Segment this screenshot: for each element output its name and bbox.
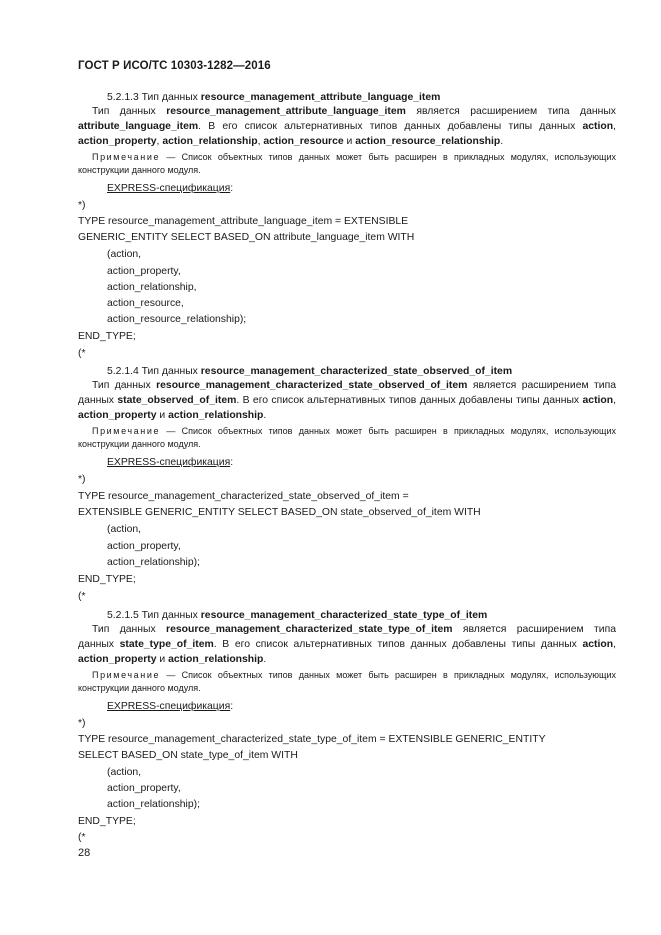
code-comment-close: (*	[78, 348, 86, 359]
code-line: GENERIC_ENTITY SELECT BASED_ON attribute_language_item WITH	[78, 232, 415, 243]
code-line: EXTENSIBLE GENERIC_ENTITY SELECT BASED_ON state_observed_of_item WITH	[78, 507, 481, 518]
code-item: action_relationship);	[107, 557, 200, 568]
code-item: action_resource,	[107, 298, 184, 309]
code-line: TYPE resource_management_attribute_language_item = EXTENSIBLE	[78, 216, 409, 227]
express-spec-label: EXPRESS-спецификация:	[107, 183, 234, 194]
code-item: action_resource_relationship);	[107, 314, 247, 325]
section-note: Примечание — Список объектных типов данных может быть расширен в прикладных модулях, использующих конструкции данного модуля.	[78, 152, 616, 175]
code-item: (action,	[107, 767, 142, 778]
section-description: Тип данных resource_management_attribute_language_item является расширением типа данных attribute_language_item. В его список альтернативных типов данных добавлены типы данных action, action_property, action_relationship, action_resource и action_resource_relationship.	[78, 106, 616, 147]
code-end: END_TYPE;	[78, 816, 136, 827]
section-heading: 5.2.1.3 Тип данных resource_management_attribute_language_item	[107, 92, 441, 103]
code-item: (action,	[107, 249, 142, 260]
section-note: Примечание — Список объектных типов данных может быть расширен в прикладных модулях, использующих конструкции данного модуля.	[78, 426, 616, 449]
code-item: action_relationship);	[107, 799, 200, 810]
code-line: TYPE resource_management_characterized_state_observed_of_item =	[78, 491, 409, 502]
express-spec-label: EXPRESS-спецификация:	[107, 701, 234, 712]
code-end: END_TYPE;	[78, 331, 136, 342]
express-spec-label: EXPRESS-спецификация:	[107, 457, 234, 468]
page-number: 28	[78, 847, 91, 859]
code-line: TYPE resource_management_characterized_state_type_of_item = EXTENSIBLE GENERIC_ENTITY	[78, 734, 546, 745]
code-item: (action,	[107, 524, 142, 535]
code-comment-open: *)	[78, 718, 86, 729]
section-heading: 5.2.1.5 Тип данных resource_management_characterized_state_type_of_item	[107, 610, 488, 621]
code-comment-open: *)	[78, 200, 86, 211]
code-comment-close: (*	[78, 832, 86, 843]
document-header: ГОСТ Р ИСО/ТС 10303-1282—2016	[78, 60, 271, 72]
code-item: action_property,	[107, 266, 181, 277]
code-item: action_relationship,	[107, 282, 197, 293]
code-line: SELECT BASED_ON state_type_of_item WITH	[78, 750, 298, 761]
code-comment-close: (*	[78, 591, 86, 602]
section-note: Примечание — Список объектных типов данных может быть расширен в прикладных модулях, использующих конструкции данного модуля.	[78, 670, 616, 693]
section-description: Тип данных resource_management_characterized_state_observed_of_item является расширением типа данных state_observed_of_item. В его список альтернативных типов данных добавлены типы данных action, action_property и action_relationship.	[78, 380, 617, 421]
code-end: END_TYPE;	[78, 574, 136, 585]
code-item: action_property,	[107, 783, 181, 794]
section-heading: 5.2.1.4 Тип данных resource_management_characterized_state_observed_of_item	[107, 366, 513, 377]
section-description: Тип данных resource_management_characterized_state_type_of_item является расширением типа данных state_type_of_item. В его список альтернативных типов данных добавлены типы данных action, action_property и action_relationship.	[78, 624, 616, 665]
code-item: action_property,	[107, 541, 181, 552]
code-comment-open: *)	[78, 474, 86, 485]
